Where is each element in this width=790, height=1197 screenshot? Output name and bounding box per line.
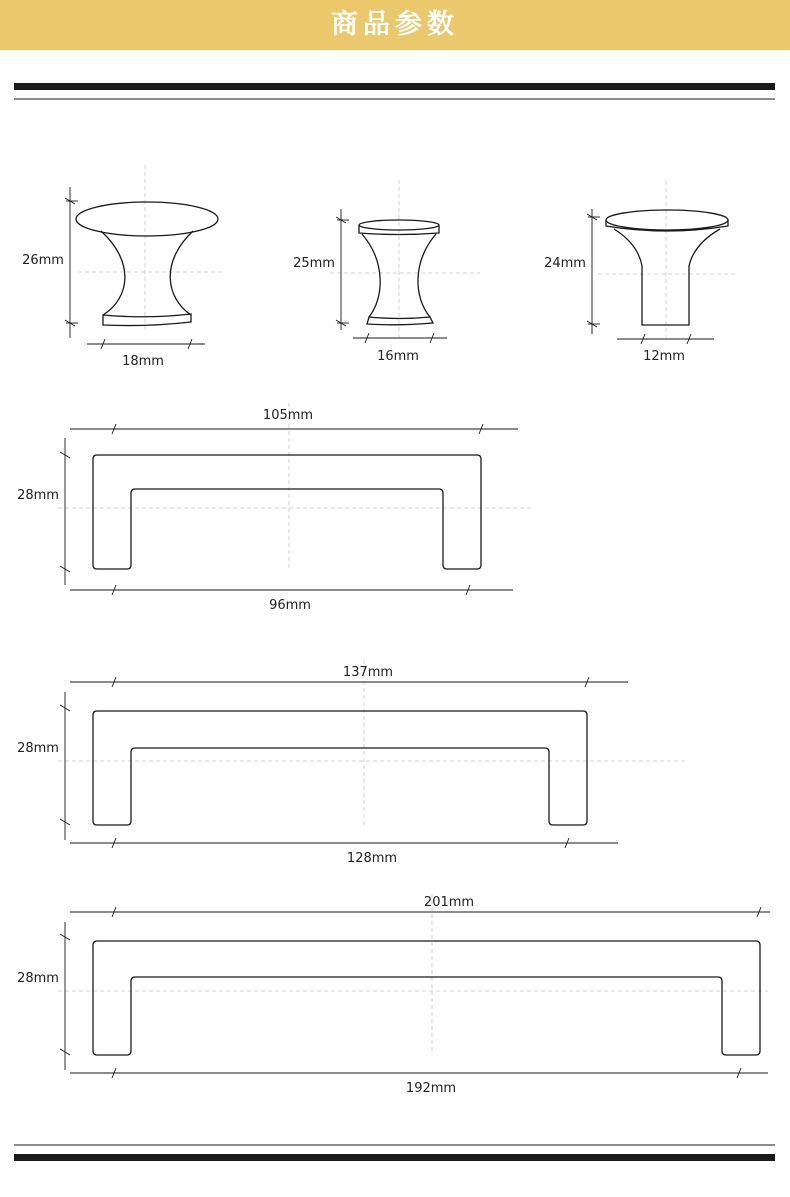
handle-3-spacing-label: 192mm bbox=[405, 1081, 457, 1096]
handle-3-drawing bbox=[17, 893, 770, 1096]
handle-1-height-label: 28mm bbox=[17, 488, 59, 503]
handle-2-spacing-label: 128mm bbox=[346, 851, 398, 866]
knob-3-width-label: 12mm bbox=[643, 349, 685, 364]
knob-2-neck-right bbox=[418, 234, 436, 317]
handle-3-height-label: 28mm bbox=[17, 971, 59, 986]
handle-2-outline bbox=[93, 711, 587, 825]
knob-1-cap bbox=[76, 202, 218, 236]
knob-1-neck-left bbox=[101, 231, 125, 315]
knob-3-drawing bbox=[544, 181, 736, 364]
handle-1-outline bbox=[93, 455, 481, 569]
knob-3-height-label: 24mm bbox=[544, 256, 586, 271]
handle-1-spacing-label: 96mm bbox=[269, 598, 311, 613]
knob-1-height-label: 26mm bbox=[22, 253, 64, 268]
handle-1-drawing bbox=[17, 403, 532, 613]
knob-3-stem bbox=[614, 229, 720, 325]
knob-2-drawing bbox=[293, 180, 480, 364]
knob-1-neck-right bbox=[170, 231, 193, 315]
handle-2-overall-label: 137mm bbox=[342, 665, 394, 680]
top-thick-rule bbox=[14, 83, 775, 90]
knob-3-cap bbox=[606, 210, 728, 230]
knob-2-width-label: 16mm bbox=[377, 349, 419, 364]
knob-1-width-label: 18mm bbox=[122, 354, 164, 369]
handle-2-drawing bbox=[17, 660, 686, 866]
knob-2-neck-left bbox=[362, 234, 380, 317]
handle-1-overall-label: 105mm bbox=[262, 408, 314, 423]
knob-1-base bbox=[103, 314, 191, 326]
handle-3-overall-label: 201mm bbox=[423, 895, 475, 910]
knob-1-drawing bbox=[22, 165, 225, 369]
knob-2-height-label: 25mm bbox=[293, 256, 335, 271]
handle-2-height-label: 28mm bbox=[17, 741, 59, 756]
handle-3-outline bbox=[93, 941, 760, 1055]
page-title: 商品参数 bbox=[331, 9, 459, 40]
knob-2-base bbox=[367, 317, 433, 325]
bottom-thick-rule bbox=[14, 1154, 775, 1161]
